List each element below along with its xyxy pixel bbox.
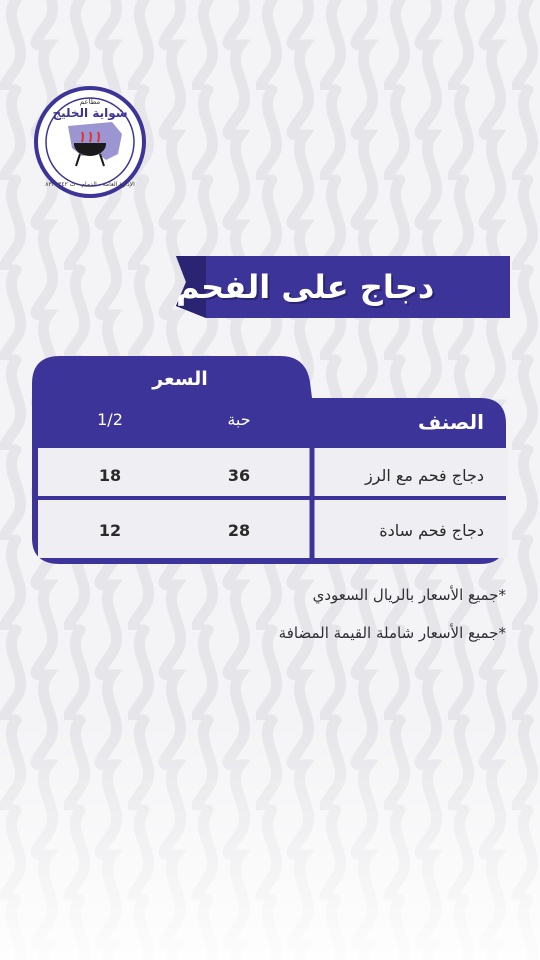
row-2-item-name: دجاج فحم سادة [379, 521, 484, 540]
logo-name-text: شواية الخليج [52, 106, 128, 120]
page-title: دجاج على الفحم [176, 268, 435, 306]
item-header: الصنف [417, 410, 484, 434]
currency-note: *جميع الأسعار بالريال السعودي [312, 586, 506, 604]
row-1-full-price: 36 [227, 466, 251, 485]
row-1-half-price: 18 [98, 466, 122, 485]
half-column-header: 1/2 [97, 410, 123, 429]
row-1-item-name: دجاج فحم مع الرز [364, 466, 484, 485]
logo-bottom-text: الإدارة العامة - الدمام - ت ٨٣٣٠٣٤٢ [45, 181, 135, 188]
row-2-half-price: 12 [98, 521, 122, 540]
full-column-header: حبة [227, 410, 251, 429]
logo-top-text: مطاعم [79, 98, 101, 106]
row-2-full-price: 28 [227, 521, 251, 540]
price-header: السعر [152, 368, 208, 390]
brand-logo [34, 86, 146, 198]
vat-note: *جميع الأسعار شاملة القيمة المضافة [278, 624, 506, 642]
